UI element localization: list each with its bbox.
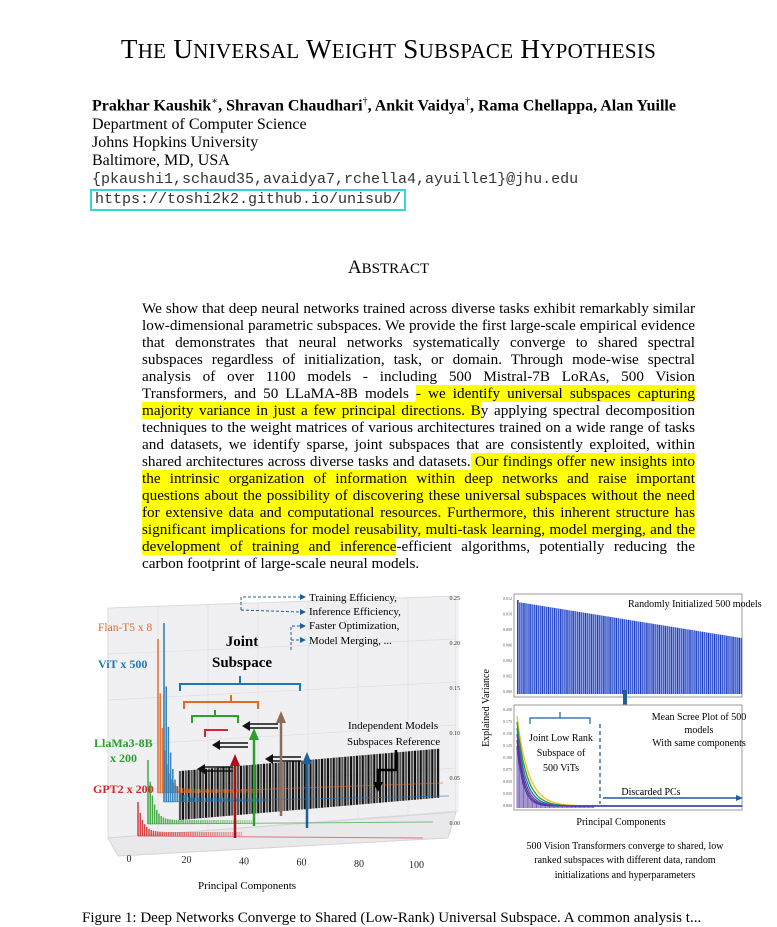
title-word: WEIGHT (305, 34, 397, 64)
model-label-flan-t5: Flan-T5 x 8 (98, 622, 153, 634)
scree-bar (697, 631, 699, 694)
z-tick-label: 0.15 (449, 686, 460, 692)
bottom-y-tick: 0.025 (503, 791, 512, 796)
highlighted-abstract-text: - we identify universal subspaces capturing majority variance in just a few principal directions. B (142, 385, 695, 419)
left-xlabel: Principal Components (197, 880, 297, 892)
bottom-y-tick: 0.050 (503, 779, 512, 784)
highlighted-abstract-text: Our findings offer new insights into the intrinsic organization of information within deep networks and raise important questions about the possibility of discovering these universal subspaces without the need for extensive data and computational resources. Furthermore, this inherent structure has significant implications for model reusability, multi-task learning, model merging, and the development of training and inference (142, 453, 695, 555)
x-tick-label: 40 (239, 856, 249, 868)
scree-bar (648, 623, 650, 694)
scree-bar (564, 610, 566, 694)
top-y-tick: 0.004 (503, 658, 512, 663)
scree-bar (704, 632, 706, 694)
model-label-llama-count: x 200 (110, 751, 137, 765)
scree-bar (736, 637, 738, 694)
scree-bar (613, 618, 615, 694)
scree-bar (634, 621, 636, 694)
scree-bar (544, 606, 546, 694)
right-caption-line2: ranked subspaces with different data, random (534, 855, 716, 866)
model-label-llama: LlaMa3-8B (94, 736, 153, 750)
vit-scree-figure (478, 590, 774, 886)
scree-bar (640, 622, 642, 694)
scree-bar (603, 616, 605, 694)
scree-bar (685, 629, 687, 694)
z-tick-label: 0.05 (449, 776, 460, 782)
efficiency-item-optimization: Faster Optimization, (309, 620, 400, 632)
scree-bar (558, 609, 560, 694)
abstract-heading: ABSTRACT (347, 257, 430, 278)
scree-bar (587, 613, 589, 694)
abstract-text-span: We show that deep neural networks trained across diverse tasks exhibit remarkably similar low-dimensional parametric subspaces. We provide the first large-scale empirical evidence that demonstrates that neural networks systematically converge to shared spectral subspaces regardless of initialization, task, or domain. Through mode-wise spectral analysis of over 1100 models - including 500 Mistral-7B LoRAs, 500 Vision Transformers, and 50 LLaMA-8B models (142, 300, 695, 402)
scree-bar (683, 629, 685, 694)
top-y-tick: 0.012 (503, 596, 512, 601)
scree-bar (560, 609, 562, 694)
author-footnote-mark: † (464, 96, 470, 107)
scree-bar (611, 617, 613, 694)
scree-bar (656, 624, 658, 694)
paper-title (0, 34, 777, 65)
scree-bar (607, 617, 609, 694)
scree-bar (714, 634, 716, 694)
scree-bar (576, 612, 578, 694)
z-tick-label: 0.25 (449, 596, 460, 602)
scree-bar (540, 606, 542, 694)
right-ylabel: Explained Variance (481, 669, 492, 747)
scree-bar (593, 614, 595, 694)
scree-bar (654, 624, 656, 694)
scree-bar (535, 605, 537, 694)
scree-bar (740, 638, 742, 694)
mean-scree-line1: Mean Scree Plot of 500 (651, 712, 747, 723)
scree-bar (712, 633, 714, 694)
abstract-text-span: -efficient algorithms, potentially reducing the carbon footprint of large-scale neural models. (142, 538, 695, 572)
scree-bar (663, 625, 665, 694)
abstract-text-span: y applying spectral decomposition techniques to the weight matrices of various architectures trained on a wide range of tasks and datasets, we identify sparse, joint subspaces that are consistently exploited, within shared architectures across diverse tasks and datasets. (142, 402, 695, 470)
bottom-y-tick: 0.175 (503, 719, 512, 724)
scree-bar (609, 617, 611, 694)
scree-bar (689, 630, 691, 694)
scree-bar (630, 620, 632, 694)
scree-bar (661, 625, 663, 694)
scree-bar (732, 637, 734, 694)
model-label-gpt2: GPT2 x 200 (93, 782, 154, 796)
scree-bar (601, 616, 603, 694)
scree-bar (562, 609, 564, 694)
title-word: SUBSPACE (403, 34, 514, 64)
scree-bar (693, 630, 695, 694)
joint-low-rank-line1: Joint Low Rank (529, 733, 593, 744)
bottom-y-tick: 0.100 (503, 755, 512, 760)
scree-bar (636, 621, 638, 694)
scree-bar (669, 626, 671, 694)
scree-bar (644, 622, 646, 694)
scree-bar (724, 635, 726, 694)
scree-bar (597, 615, 599, 694)
scree-bar (642, 622, 644, 694)
author-name: Rama Chellappa, Alan Yuille (477, 97, 676, 115)
discarded-pcs-label: Discarded PCs (621, 787, 681, 798)
author-footnote-mark: ∗ (211, 96, 219, 107)
right-caption-line3: initializations and hyperparameters (554, 870, 696, 881)
z-tick-label: 0.00 (449, 821, 460, 827)
scree-bar (652, 624, 654, 694)
scree-bar (599, 615, 601, 694)
bottom-y-tick: 0.150 (503, 731, 512, 736)
z-tick-label: 0.10 (449, 731, 460, 737)
bottom-y-tick: 0.200 (503, 707, 512, 712)
scree-bar (583, 613, 585, 694)
scree-bar (718, 634, 720, 694)
scree-bar (581, 612, 583, 694)
scree-bar (591, 614, 593, 694)
scree-bar (521, 603, 523, 694)
scree-bar (624, 619, 626, 694)
author-name: Ankit Vaidya (374, 97, 465, 115)
scree-bar (550, 607, 552, 694)
project-url-link[interactable]: https://toshi2k2.github.io/unisub/ (90, 189, 406, 211)
scree-bar (517, 600, 519, 694)
joint-subspace-label-line2: Subspace (211, 655, 273, 671)
scree-bar (708, 633, 710, 694)
scree-bar (720, 635, 722, 694)
scree-bar (699, 631, 701, 694)
right-xlabel: Principal Components (576, 817, 666, 828)
top-y-tick: 0.008 (503, 627, 512, 632)
author-name: Shravan Chaudhari (226, 97, 363, 115)
independent-label-line2: Subspaces Reference (347, 736, 441, 748)
scree-bar (552, 608, 554, 694)
scree-bar (650, 623, 652, 694)
scree-bar (579, 612, 581, 694)
top-y-tick: 0.002 (503, 673, 512, 679)
figure-caption: Figure 1: Deep Networks Converge to Shared (Low-Rank) Universal Subspace. A common analysis t... (82, 910, 702, 926)
x-tick-label: 80 (354, 858, 364, 870)
bottom-y-tick: 0.075 (503, 767, 512, 772)
abstract-text (142, 300, 695, 572)
scree-bar (665, 626, 667, 694)
x-tick-label: 100 (409, 860, 424, 871)
title-word: HYPOTHESIS (520, 34, 657, 64)
scree-bar (548, 607, 550, 694)
scree-bar (734, 637, 736, 694)
top-y-tick: 0.000 (503, 689, 512, 694)
scree-bar (646, 623, 648, 694)
scree-bar (546, 607, 548, 694)
independent-label-line1: Independent Models (348, 720, 439, 732)
universal-subspace-3d-figure (88, 588, 460, 893)
title-word: UNIVERSAL (173, 34, 300, 64)
scree-bar (617, 618, 619, 694)
model-label-vit: ViT x 500 (98, 657, 148, 671)
author-name: Prakhar Kaushik (92, 97, 212, 115)
scree-bar (730, 636, 732, 694)
joint-low-rank-line2: Subspace of (536, 748, 586, 759)
scree-bar (706, 632, 708, 694)
scree-bar (710, 633, 712, 694)
scree-bar (702, 632, 704, 694)
scree-bar (589, 614, 591, 694)
top-y-tick: 0.010 (503, 611, 512, 617)
scree-bar (556, 608, 558, 694)
department: Department of Computer Science (92, 116, 307, 133)
efficiency-item-merging: Model Merging, ... (309, 635, 392, 647)
z-tick-label: 0.20 (449, 641, 460, 647)
mean-scree-line2: models (684, 725, 714, 736)
scree-bar (677, 628, 679, 694)
scree-bar (572, 611, 574, 694)
scree-bar (667, 626, 669, 694)
efficiency-item-training: Training Efficiency, (309, 592, 397, 604)
scree-bar (519, 602, 521, 694)
scree-bar (679, 628, 681, 694)
scree-bar (531, 604, 533, 694)
scree-bar (726, 636, 728, 694)
author-list: Prakhar Kaushik∗, Shravan Chaudhari†, Ankit Vaidya†, Rama Chellappa, Alan Yuille (92, 96, 676, 115)
scree-bar (525, 603, 527, 694)
scree-bar (722, 635, 724, 694)
scree-bar (622, 619, 624, 694)
scree-bar (632, 620, 634, 694)
bottom-y-tick: 0.000 (503, 803, 512, 808)
scree-bar (738, 638, 740, 694)
joint-low-rank-line3: 500 ViTs (542, 763, 580, 774)
top-panel-title: Randomly Initialized 500 models (628, 599, 762, 610)
title-word: THE (120, 34, 167, 64)
scree-bar (568, 610, 570, 694)
scree-bar (554, 608, 556, 694)
scree-bar (675, 627, 677, 694)
scree-bar (529, 604, 531, 694)
scree-bar (605, 616, 607, 694)
author-emails: {pkaushi1,schaud35,avaidya7,rchella4,ayuille1}@jhu.edu (92, 171, 579, 188)
scree-bar (585, 613, 587, 694)
scree-bar (566, 610, 568, 694)
x-tick-label: 0 (126, 854, 132, 865)
university: Johns Hopkins University (92, 134, 259, 151)
scree-bar (542, 606, 544, 694)
scree-bar (628, 620, 630, 694)
scree-bar (527, 604, 529, 694)
scree-bar (671, 627, 673, 694)
scree-bar (658, 625, 660, 694)
scree-bar (615, 618, 617, 694)
scree-bar (538, 605, 540, 694)
joint-subspace-label-line1: Joint (225, 634, 259, 650)
scree-bar (626, 619, 628, 694)
x-tick-label: 60 (296, 857, 307, 869)
scree-bar (691, 630, 693, 694)
scree-bar (695, 631, 697, 694)
scree-bar (638, 621, 640, 694)
scree-bar (716, 634, 718, 694)
scree-bar (673, 627, 675, 694)
scree-bar (533, 605, 535, 694)
scree-bar (570, 611, 572, 694)
scree-bar (620, 619, 622, 695)
author-footnote-mark: † (362, 96, 368, 107)
scree-bar (523, 603, 525, 694)
scree-bar (687, 629, 689, 694)
scree-bar (728, 636, 730, 694)
scree-bar (595, 615, 597, 694)
bottom-y-tick: 0.125 (503, 743, 512, 748)
right-caption-line1: 500 Vision Transformers converge to shared, low (526, 841, 724, 852)
city: Baltimore, MD, USA (92, 152, 230, 169)
scree-bar (574, 611, 576, 694)
efficiency-item-inference: Inference Efficiency, (309, 606, 401, 618)
mean-scree-line3: With same components (652, 738, 746, 749)
scree-bar (681, 628, 683, 694)
x-tick-label: 20 (181, 855, 192, 867)
top-y-tick: 0.006 (503, 642, 512, 648)
